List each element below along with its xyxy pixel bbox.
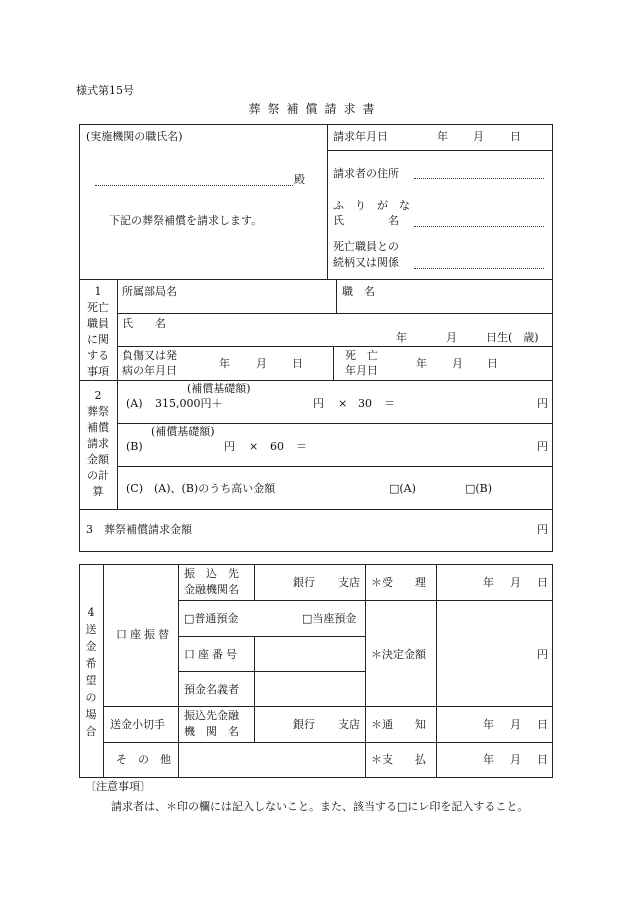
divider [336, 279, 337, 313]
decided-amount-label: ＊決定金額 [371, 648, 426, 661]
a-label: (A) [126, 397, 143, 410]
address-label: 請求者の住所 [333, 167, 399, 180]
name-label: 氏 名 [333, 214, 399, 227]
relation-label-2: 続柄又は関係 [333, 256, 399, 269]
birth-month: 月 [446, 331, 457, 344]
a-multiplier: 30 [358, 397, 372, 410]
request-date-label: 請求年月日 [333, 130, 388, 143]
b-times: × [249, 440, 259, 453]
a-base-label: (補償基礎額) [187, 382, 251, 395]
divider [117, 346, 553, 347]
notice-month: 月 [510, 718, 521, 731]
payment-label: ＊支 払 [371, 753, 426, 766]
divider [254, 564, 255, 600]
total-claim-label: 3 葬祭補償請求金額 [86, 523, 192, 536]
form-number: 様式第15号 [76, 84, 134, 97]
account-holder-label: 預金名義者 [184, 683, 239, 696]
notes-body: 請求者は、＊印の欄には記入しないこと。また、該当する□にレ印を記入すること。 [111, 800, 529, 813]
section4-heading: 4 送 金 希 望 の 場 合 [85, 606, 97, 738]
deceased-name-label: 氏 名 [122, 317, 166, 330]
document-title: 葬祭補償請求書 [248, 102, 382, 116]
name-line[interactable] [414, 226, 544, 227]
post-label: 職 名 [342, 285, 375, 298]
divider [117, 313, 553, 314]
b-label: (B) [126, 440, 143, 453]
account-number-label: 口座番号 [184, 648, 240, 661]
current-deposit-checkbox[interactable]: □当座預金 [302, 612, 357, 625]
honorific: 殿 [294, 173, 305, 186]
birth-day-age: 日生( 歳) [486, 331, 539, 344]
b-multiplier: 60 [270, 440, 284, 453]
divider [117, 423, 553, 424]
a-yen: 円 [313, 397, 324, 410]
injury-year: 年 [219, 357, 230, 370]
b-equals: ＝ [296, 440, 307, 453]
payment-year: 年 [483, 753, 494, 766]
divider [79, 380, 553, 381]
dept-label: 所属部局名 [122, 285, 177, 298]
relation-label-1: 死亡職員との [333, 240, 399, 253]
c-option-a-checkbox[interactable]: □(A) [389, 482, 416, 495]
notice-label: ＊通 知 [371, 718, 426, 731]
request-text: 下記の葬祭補償を請求します。 [109, 214, 263, 227]
check-bank-label-2: 機 関 名 [184, 725, 239, 738]
death-label-1: 死 亡 [345, 349, 378, 362]
injury-label-1: 負傷又は発 [122, 349, 177, 362]
decided-amount-yen: 円 [537, 648, 548, 661]
address-line[interactable] [414, 178, 544, 179]
furigana-label: ふ り が な [333, 199, 410, 212]
divider [79, 509, 553, 510]
remittance-check-label: 送金小切手 [110, 718, 165, 731]
addressee-line[interactable] [95, 185, 293, 186]
notes-heading: 〔注意事項〕 [85, 780, 151, 793]
account-transfer-label: 口座振替 [116, 628, 172, 641]
divider [178, 671, 365, 672]
b-base-label: (補償基礎額) [151, 425, 215, 438]
divider [103, 564, 104, 778]
bank-label-2: 金融機関名 [184, 583, 239, 596]
death-year: 年 [416, 357, 427, 370]
divider [178, 600, 553, 601]
divider [327, 124, 328, 279]
notice-year: 年 [483, 718, 494, 731]
day-label: 日 [510, 130, 521, 143]
section2-heading: 2 葬祭 補償 請求 金額 の計 算 [87, 389, 109, 498]
b-yen: 円 [224, 440, 235, 453]
receipt-month: 月 [510, 576, 521, 589]
receipt-label: ＊受 理 [371, 576, 426, 589]
relation-line[interactable] [414, 268, 544, 269]
birth-year: 年 [396, 331, 407, 344]
receipt-day: 日 [537, 576, 548, 589]
death-label-2: 年月日 [345, 364, 378, 377]
death-month: 月 [452, 357, 463, 370]
a-times: × [338, 397, 348, 410]
injury-month: 月 [256, 357, 267, 370]
branch-suffix: 支店 [338, 576, 360, 589]
c-option-b-checkbox[interactable]: □(B) [465, 482, 493, 495]
ordinary-deposit-checkbox[interactable]: □普通預金 [184, 612, 239, 625]
year-label: 年 [437, 130, 448, 143]
divider [117, 466, 553, 467]
notice-day: 日 [537, 718, 548, 731]
a-equals: ＝ [384, 397, 395, 410]
check-bank-suffix: 銀行 [293, 718, 315, 731]
injury-day: 日 [292, 357, 303, 370]
death-day: 日 [487, 357, 498, 370]
payment-month: 月 [510, 753, 521, 766]
addressee-label: (実施機関の職氏名) [86, 130, 183, 143]
divider [254, 706, 255, 742]
other-label: そ の 他 [116, 753, 171, 766]
divider [178, 636, 365, 637]
total-claim-yen: 円 [537, 523, 548, 536]
divider [103, 742, 553, 743]
check-branch-suffix: 支店 [338, 718, 360, 731]
divider [436, 564, 437, 778]
bank-suffix: 銀行 [293, 576, 315, 589]
injury-label-2: 病の年月日 [122, 364, 177, 377]
a-amount: 315,000円＋ [155, 397, 223, 410]
month-label: 月 [473, 130, 484, 143]
divider [327, 150, 553, 151]
c-text: (C) (A)、(B)のうち高い金額 [126, 482, 276, 495]
receipt-year: 年 [483, 576, 494, 589]
b-result-yen: 円 [537, 440, 548, 453]
payment-day: 日 [537, 753, 548, 766]
divider [333, 346, 334, 380]
section1-heading: 1 死亡 職員 に関 する 事項 [87, 285, 109, 378]
divider [79, 279, 553, 280]
divider [103, 706, 553, 707]
a-result-yen: 円 [537, 397, 548, 410]
bank-label-1: 振 込 先 [184, 567, 239, 580]
check-bank-label-1: 振込先金融 [184, 709, 239, 722]
divider [365, 564, 366, 778]
